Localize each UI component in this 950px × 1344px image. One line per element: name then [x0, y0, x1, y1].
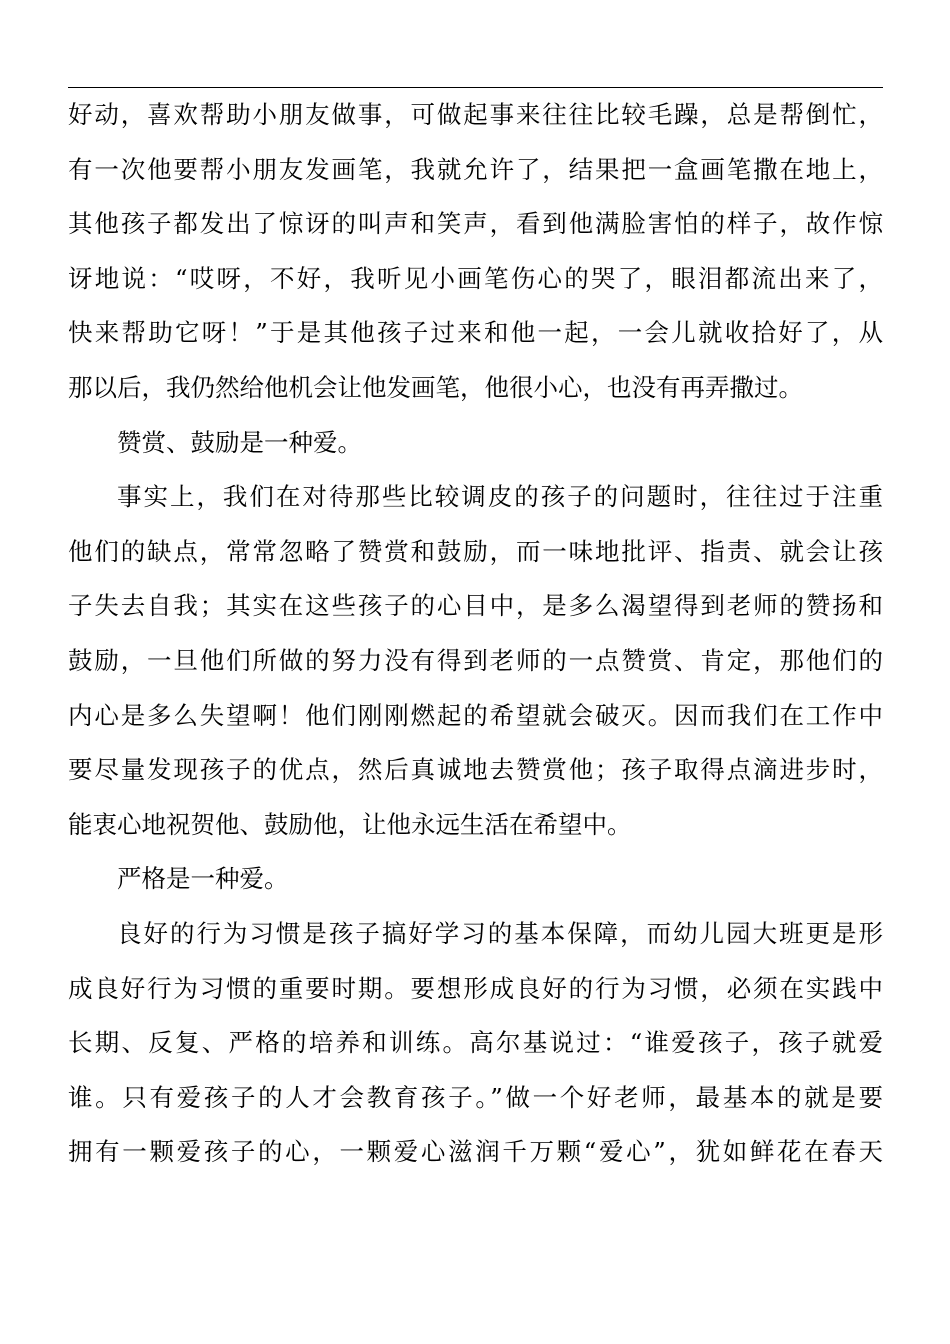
text-line: 要尽量发现孩子的优点，然后真诚地去赞赏他；孩子取得点滴进步时，	[68, 755, 883, 785]
section-heading: 赞赏、鼓励是一种爱。	[117, 427, 362, 457]
text-line: 长期、反复、严格的培养和训练。高尔基说过：“谁爱孩子，孩子就爱	[68, 1028, 883, 1058]
text-line: 有一次他要帮小朋友发画笔，我就允许了，结果把一盒画笔撒在地上，	[68, 154, 883, 184]
text-line: 事实上，我们在对待那些比较调皮的孩子的问题时，往往过于注重	[117, 482, 883, 512]
text-line: 成良好行为习惯的重要时期。要想形成良好的行为习惯，必须在实践中	[68, 973, 883, 1003]
text-line: 他们的缺点，常常忽略了赞赏和鼓励，而一味地批评、指责、就会让孩	[68, 536, 883, 566]
text-line: 拥有一颗爱孩子的心，一颗爱心滋润千万颗“爱心”，犹如鲜花在春天	[68, 1137, 883, 1167]
section-heading: 严格是一种爱。	[117, 864, 289, 894]
text-line: 那以后，我仍然给他机会让他发画笔，他很小心，也没有再弄撒过。	[68, 372, 803, 402]
document-body	[68, 88, 883, 1180]
text-line: 快来帮助它呀！”于是其他孩子过来和他一起，一会儿就收拾好了，从	[68, 318, 883, 348]
text-line: 谁。只有爱孩子的人才会教育孩子。”做一个好老师，最基本的就是要	[68, 1082, 883, 1112]
text-line: 好动，喜欢帮助小朋友做事，可做起事来往往比较毛躁，总是帮倒忙，	[68, 100, 883, 129]
text-line: 鼓励，一旦他们所做的努力没有得到老师的一点赞赏、肯定，那他们的	[68, 645, 883, 675]
text-line: 其他孩子都发出了惊讶的叫声和笑声，看到他满脸害怕的样子，故作惊	[68, 209, 883, 239]
text-line: 子失去自我；其实在这些孩子的心目中，是多么渴望得到老师的赞扬和	[68, 591, 883, 621]
text-line: 讶地说：“哎呀，不好，我听见小画笔伤心的哭了，眼泪都流出来了，	[68, 263, 883, 293]
text-line: 良好的行为习惯是孩子搞好学习的基本保障，而幼儿园大班更是形	[117, 918, 883, 948]
text-line: 能衷心地祝贺他、鼓励他，让他永远生活在希望中。	[68, 809, 632, 839]
text-line: 内心是多么失望啊！他们刚刚燃起的希望就会破灭。因而我们在工作中	[68, 700, 883, 730]
